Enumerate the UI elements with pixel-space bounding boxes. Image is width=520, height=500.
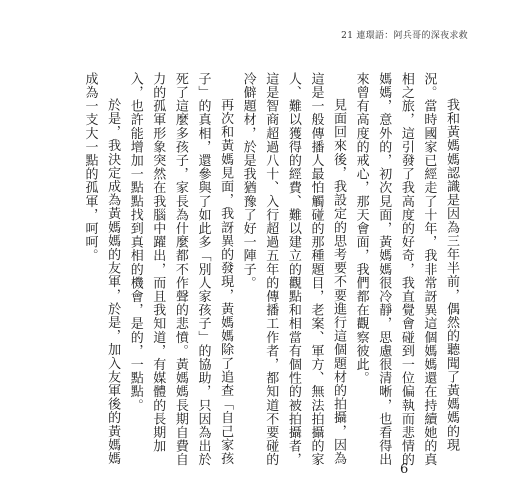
body-text (78, 72, 462, 472)
paragraph-1: 我和黃媽媽認識是因為三年半前，偶然的聽聞了黃媽媽的現況。當時國家已經走了十年，我非常訝異這個媽媽還在持續她的真相之旅，這引發了我高度的好奇，我直覺會碰到一位偏執而悲情的媽媽，意外的，初次見面，黃媽媽很冷靜，思慮很清晰，也看得出來曾有高度的戒心，那天會面，我們都在觀察彼此。 (353, 72, 459, 467)
paragraph-2: 見面回來後，我設定的思考要不要進行這個題材的拍攝，因為這是一般傳播人最怕觸碰的那種題目，老案、軍方、無法拍攝的家人、難以獲得的經費、難以建立的觀點和相當有個性的被拍攝者，這是智商超過八十、入行超過五年的傳播工作者，都知道不要碰的冷僻題材，於是我猶豫了好一陣子。 (240, 72, 347, 467)
running-header: 21 連環語：阿兵哥的深夜求救 (341, 31, 468, 41)
paragraph-3: 再次和黃媽見面，我訝異的發現，黃媽媽除了追查「自己家孩子」的真相，還參與了如此多「別人家孩子」的協助，只因為出於死了這麼多孩子，家長為什麼都不作聲的悲憤。黃媽媽長期自費自力的孤軍形象突然在我腦中躍出，而且我知道，有媒體的長期加入，也許能增加一點點找到真相的機會，是的，一點點。 (127, 72, 234, 467)
page-number: 6 (400, 462, 409, 477)
paragraph-4: 於是，我決定成為黃媽媽的友軍，於是，加入友軍後的黃媽媽成為一支大一點的孤軍，呵呵。 (82, 72, 121, 466)
